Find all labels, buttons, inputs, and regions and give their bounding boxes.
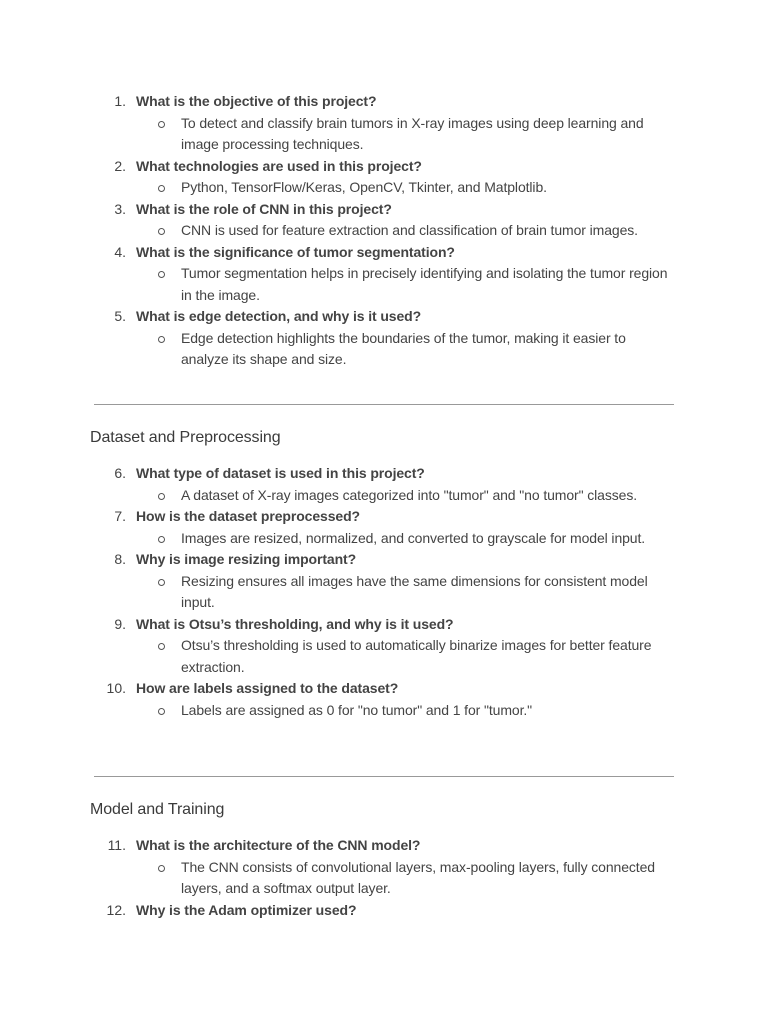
item-number: 11. [107,837,126,853]
answer-text: Images are resized, normalized, and converted to grayscale for model input. [181,529,646,546]
item-number: 6. [114,465,126,481]
circle-bullet-icon [158,865,165,872]
circle-bullet-icon [158,121,165,128]
list-item [0,199,768,242]
divider [94,404,674,405]
circle-bullet-icon [158,228,165,235]
answer [181,177,676,199]
answer-text: A dataset of X-ray images categorized into "tumor" and "no tumor" classes. [181,486,638,503]
item-number: 1. [114,93,126,109]
answer-text: The CNN consists of convolutional layers, max-pooling layers, fully connected layers, and a softmax output layer. [181,858,655,896]
item-number: 5. [114,308,126,324]
list-item [0,549,768,614]
answer-text: To detect and classify brain tumors in X-ray images using deep learning and image processing techniques. [181,114,644,152]
answer [181,485,676,507]
answer-text: Python, TensorFlow/Keras, OpenCV, Tkinter, and Matplotlib. [181,179,547,195]
section-intro [0,91,768,371]
question: What is edge detection, and why is it used? [136,308,422,324]
list-item [0,835,768,900]
answer [181,113,676,156]
answer-text: Tumor segmentation helps in precisely identifying and isolating the tumor region in the image. [181,265,668,303]
item-number: 7. [114,508,126,524]
question: What is the role of CNN in this project? [136,200,392,217]
answer [181,571,676,614]
item-number: 10. [106,680,126,696]
answer [181,635,676,678]
circle-bullet-icon [158,271,165,278]
section-dataset [0,463,768,721]
list-item [0,91,768,156]
answer-text: Resizing ensures all images have the same dimensions for consistent model input. [181,572,648,610]
answer-text: CNN is used for feature extraction and classification of brain tumor images. [181,222,638,238]
item-number: 12. [106,901,126,918]
list-item [0,306,768,371]
circle-bullet-icon [158,643,165,650]
answer-text: Otsu’s thresholding is used to automatically binarize images for better feature extraction. [181,637,652,675]
list-item [0,463,768,506]
divider [94,776,674,777]
answer [181,857,676,900]
list-item [0,242,768,307]
question: What is the significance of tumor segmentation? [136,243,455,260]
question: What is the architecture of the CNN model? [136,837,421,853]
question: Why is image resizing important? [136,551,357,567]
list-item [0,156,768,199]
item-number: 2. [114,157,126,174]
item-number: 4. [114,243,126,260]
question: Why is the Adam optimizer used? [136,901,357,918]
circle-bullet-icon [158,493,165,500]
list-item [0,678,768,721]
circle-bullet-icon [158,185,165,192]
list-item [0,900,768,922]
answer [181,220,676,242]
circle-bullet-icon [158,336,165,343]
question: What is the objective of this project? [136,93,377,109]
item-number: 3. [114,200,126,217]
list-item [0,506,768,549]
question: What type of dataset is used in this project? [136,465,425,481]
question: How are labels assigned to the dataset? [136,680,399,696]
section-model [0,835,768,921]
item-number: 8. [114,551,126,567]
question: What is Otsu’s thresholding, and why is it used? [136,615,454,632]
list-item [0,614,768,679]
section-heading: Dataset and Preprocessing [90,429,281,446]
answer-text: Labels are assigned as 0 for "no tumor" and 1 for "tumor." [181,701,533,718]
answer [181,263,676,306]
answer-text: Edge detection highlights the boundaries of the tumor, making it easier to analyze its shape and size. [181,329,626,367]
section-heading: Model and Training [90,801,225,818]
answer [181,528,676,550]
circle-bullet-icon [158,579,165,586]
circle-bullet-icon [158,536,165,543]
question: What technologies are used in this project? [136,157,422,174]
question: How is the dataset preprocessed? [136,508,360,524]
answer [181,700,676,722]
circle-bullet-icon [158,708,165,715]
answer [181,328,676,371]
item-number: 9. [114,615,126,632]
